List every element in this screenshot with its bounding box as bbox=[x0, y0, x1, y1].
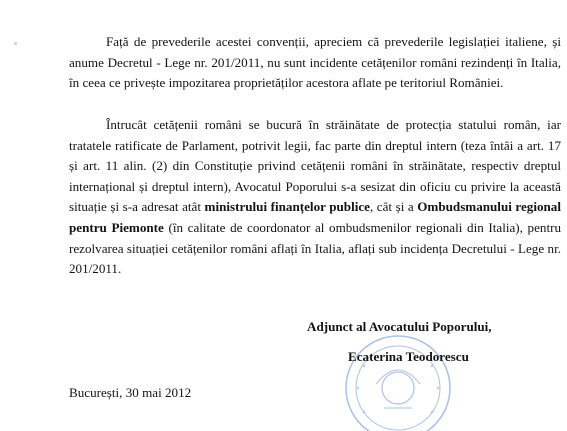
paragraph-convention bbox=[69, 32, 561, 94]
signatory-title: Adjunct al Avocatului Poporului, bbox=[307, 319, 492, 334]
paragraph-2-text-b: , cât și a bbox=[369, 199, 418, 215]
bold-ministry: ministrului finanțelor publice bbox=[204, 199, 370, 215]
paragraph-2-text-a: Întrucât cetățenii români se bucură în străinătate de protecția statului român, iar tratatele ratificate de Parlament, potrivit legii, fac parte din dreptul intern (teza întâi a art. 17 și art. 11 alin. (2) din Constituție privind cetățenii români în străinătate, respectiv dreptul internațional și dreptul intern), Avocatul Poporului s-a sesizat din oficiu cu privire la această situație și s-a adresat atât bbox=[69, 117, 561, 215]
scan-speck bbox=[14, 42, 17, 45]
official-stamp bbox=[336, 326, 460, 431]
paragraph-2-text-c: (în calitate de coordonator al ombudsmenilor regionali din Italia), pentru rezolvarea situației cetățenilor români aflați în Italia, aflați sub incidența Decretului - Lege nr. 201/2011. bbox=[69, 219, 562, 277]
stamp-center-emblem bbox=[382, 372, 414, 404]
paragraph-ombudsman-action bbox=[69, 115, 561, 280]
signatory-name: Ecaterina Teodorescu bbox=[348, 349, 469, 364]
bold-piemonte-ombudsman: Ombudsmanului regional pentru Piemonte bbox=[69, 199, 561, 235]
paragraph-1-text: Față de prevederile acestei convenții, apreciem că prevederile legislației italiene, și anume Decretul - Lege nr. 201/2011, nu sunt incidente cetățenilor români rezindenți în Italia, în ceea ce privește impozitarea proprietăților acestora aflate pe teritoriul României. bbox=[69, 34, 561, 91]
place-and-date: București, 30 mai 2012 bbox=[69, 385, 192, 400]
